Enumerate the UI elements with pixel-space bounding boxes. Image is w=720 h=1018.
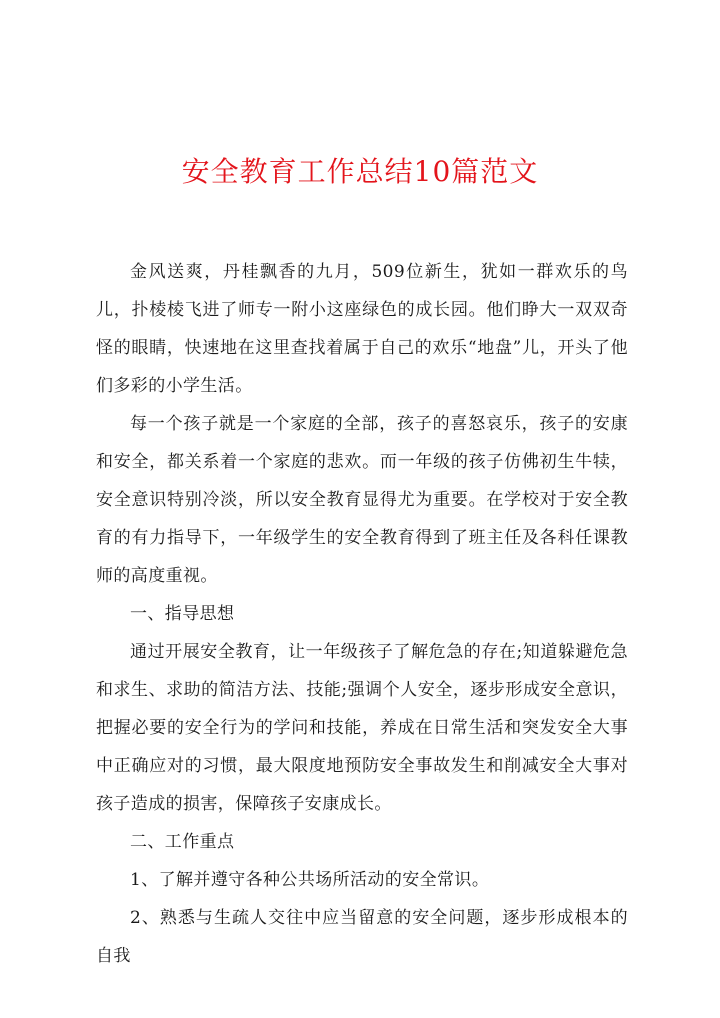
paragraph-family: 每一个孩子就是一个家庭的全部，孩子的喜怒哀乐，孩子的安康和安全，都关系着一个家庭的悲欢。而一年级的孩子仿佛初生牛犊，安全意识特别冷淡，所以安全教育显得尤为重要。在学校对于安全教育的有力指导下，一年级学生的安全教育得到了班主任及各科任课教师的高度重视。 [96, 414, 628, 586]
section-heading-work-focus: 二、工作重点 [130, 832, 235, 852]
list-item-2: 2、熟悉与生疏人交往中应当留意的安全问题，逐步形成根本的自我 [96, 908, 628, 966]
document-title: 安全教育工作总结10篇范文 [181, 155, 539, 188]
document-body [96, 253, 628, 975]
paragraph-guiding-thought: 通过开展安全教育，让一年级孩子了解危急的存在;知道躲避危急和求生、求助的简洁方法、技能;强调个人安全，逐步形成安全意识，把握必要的安全行为的学问和技能，养成在日常生活和突发安全大事中正确应对的习惯，最大限度地预防安全事故发生和削减安全大事对孩子造成的损害，保障孩子安康成长。 [96, 642, 628, 814]
section-heading-guiding-thought: 一、指导思想 [130, 604, 235, 624]
paragraph-intro: 金风送爽，丹桂飘香的九月，509位新生，犹如一群欢乐的鸟儿，扑棱棱飞进了师专一附小这座绿色的成长园。他们睁大一双双奇怪的眼睛，快速地在这里查找着属于自己的欢乐“地盘”儿，开头了他们多彩的小学生活。 [96, 262, 628, 396]
list-item-1: 1、了解并遵守各种公共场所活动的安全常识。 [130, 870, 490, 890]
